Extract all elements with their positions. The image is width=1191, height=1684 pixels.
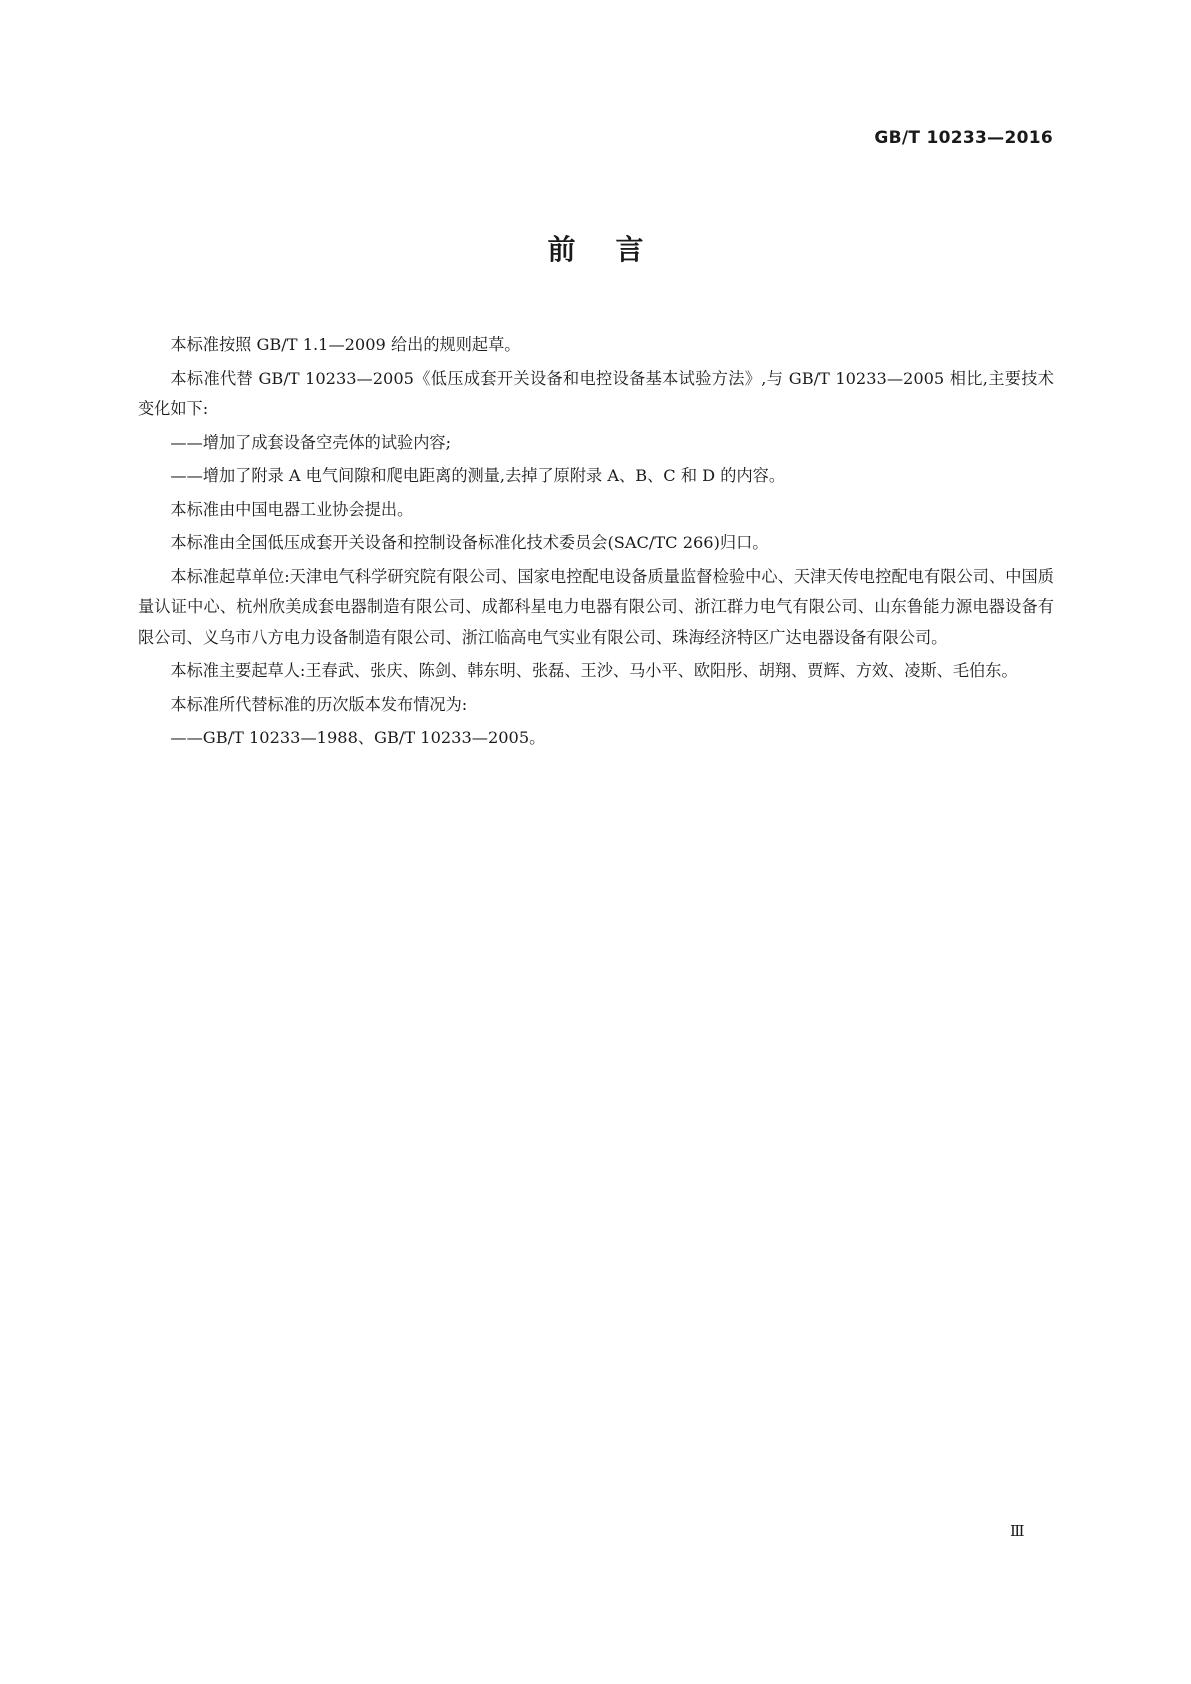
- document-body: [138, 330, 1054, 757]
- paragraph-drafting-units: 本标准起草单位:天津电气科学研究院有限公司、国家电控配电设备质量监督检验中心、天津天传电控配电有限公司、中国质量认证中心、杭州欣美成套电器制造有限公司、成都科星电力电器有限公司、浙江群力电气有限公司、山东鲁能力源电器设备有限公司、义乌市八方电力设备制造有限公司、浙江临高电气实业有限公司、珠海经济特区广达电器设备有限公司。: [138, 566, 1054, 647]
- paragraph-replacement: 本标准代替 GB/T 10233—2005《低压成套开关设备和电控设备基本试验方法》,与 GB/T 10233—2005 相比,主要技术变化如下:: [138, 368, 1054, 418]
- list-item-change-2: ——增加了附录 A 电气间隙和爬电距离的测量,去掉了原附录 A、B、C 和 D 的内容。: [170, 466, 786, 485]
- paragraph-history-intro: 本标准所代替标准的历次版本发布情况为:: [170, 694, 468, 714]
- paragraph-drafting-rules: 本标准按照 GB/T 1.1—2009 给出的规则起草。: [170, 335, 521, 354]
- standard-code: GB/T 10233—2016: [874, 128, 1053, 148]
- page-title: 前言: [547, 233, 684, 266]
- list-item-history: ——GB/T 10233—1988、GB/T 10233—2005。: [170, 728, 546, 747]
- paragraph-proposer: 本标准由中国电器工业协会提出。: [170, 499, 414, 519]
- paragraph-committee: 本标准由全国低压成套开关设备和控制设备标准化技术委员会(SAC/TC 266)归口。: [170, 533, 769, 552]
- list-item-change-1: ——增加了成套设备空壳体的试验内容;: [170, 432, 452, 452]
- page-number: Ⅲ: [1010, 1522, 1025, 1540]
- paragraph-drafters: 本标准主要起草人:王春武、张庆、陈剑、韩东明、张磊、王沙、马小平、欧阳彤、胡翔、贾辉、方效、凌斯、毛伯东。: [170, 661, 1018, 680]
